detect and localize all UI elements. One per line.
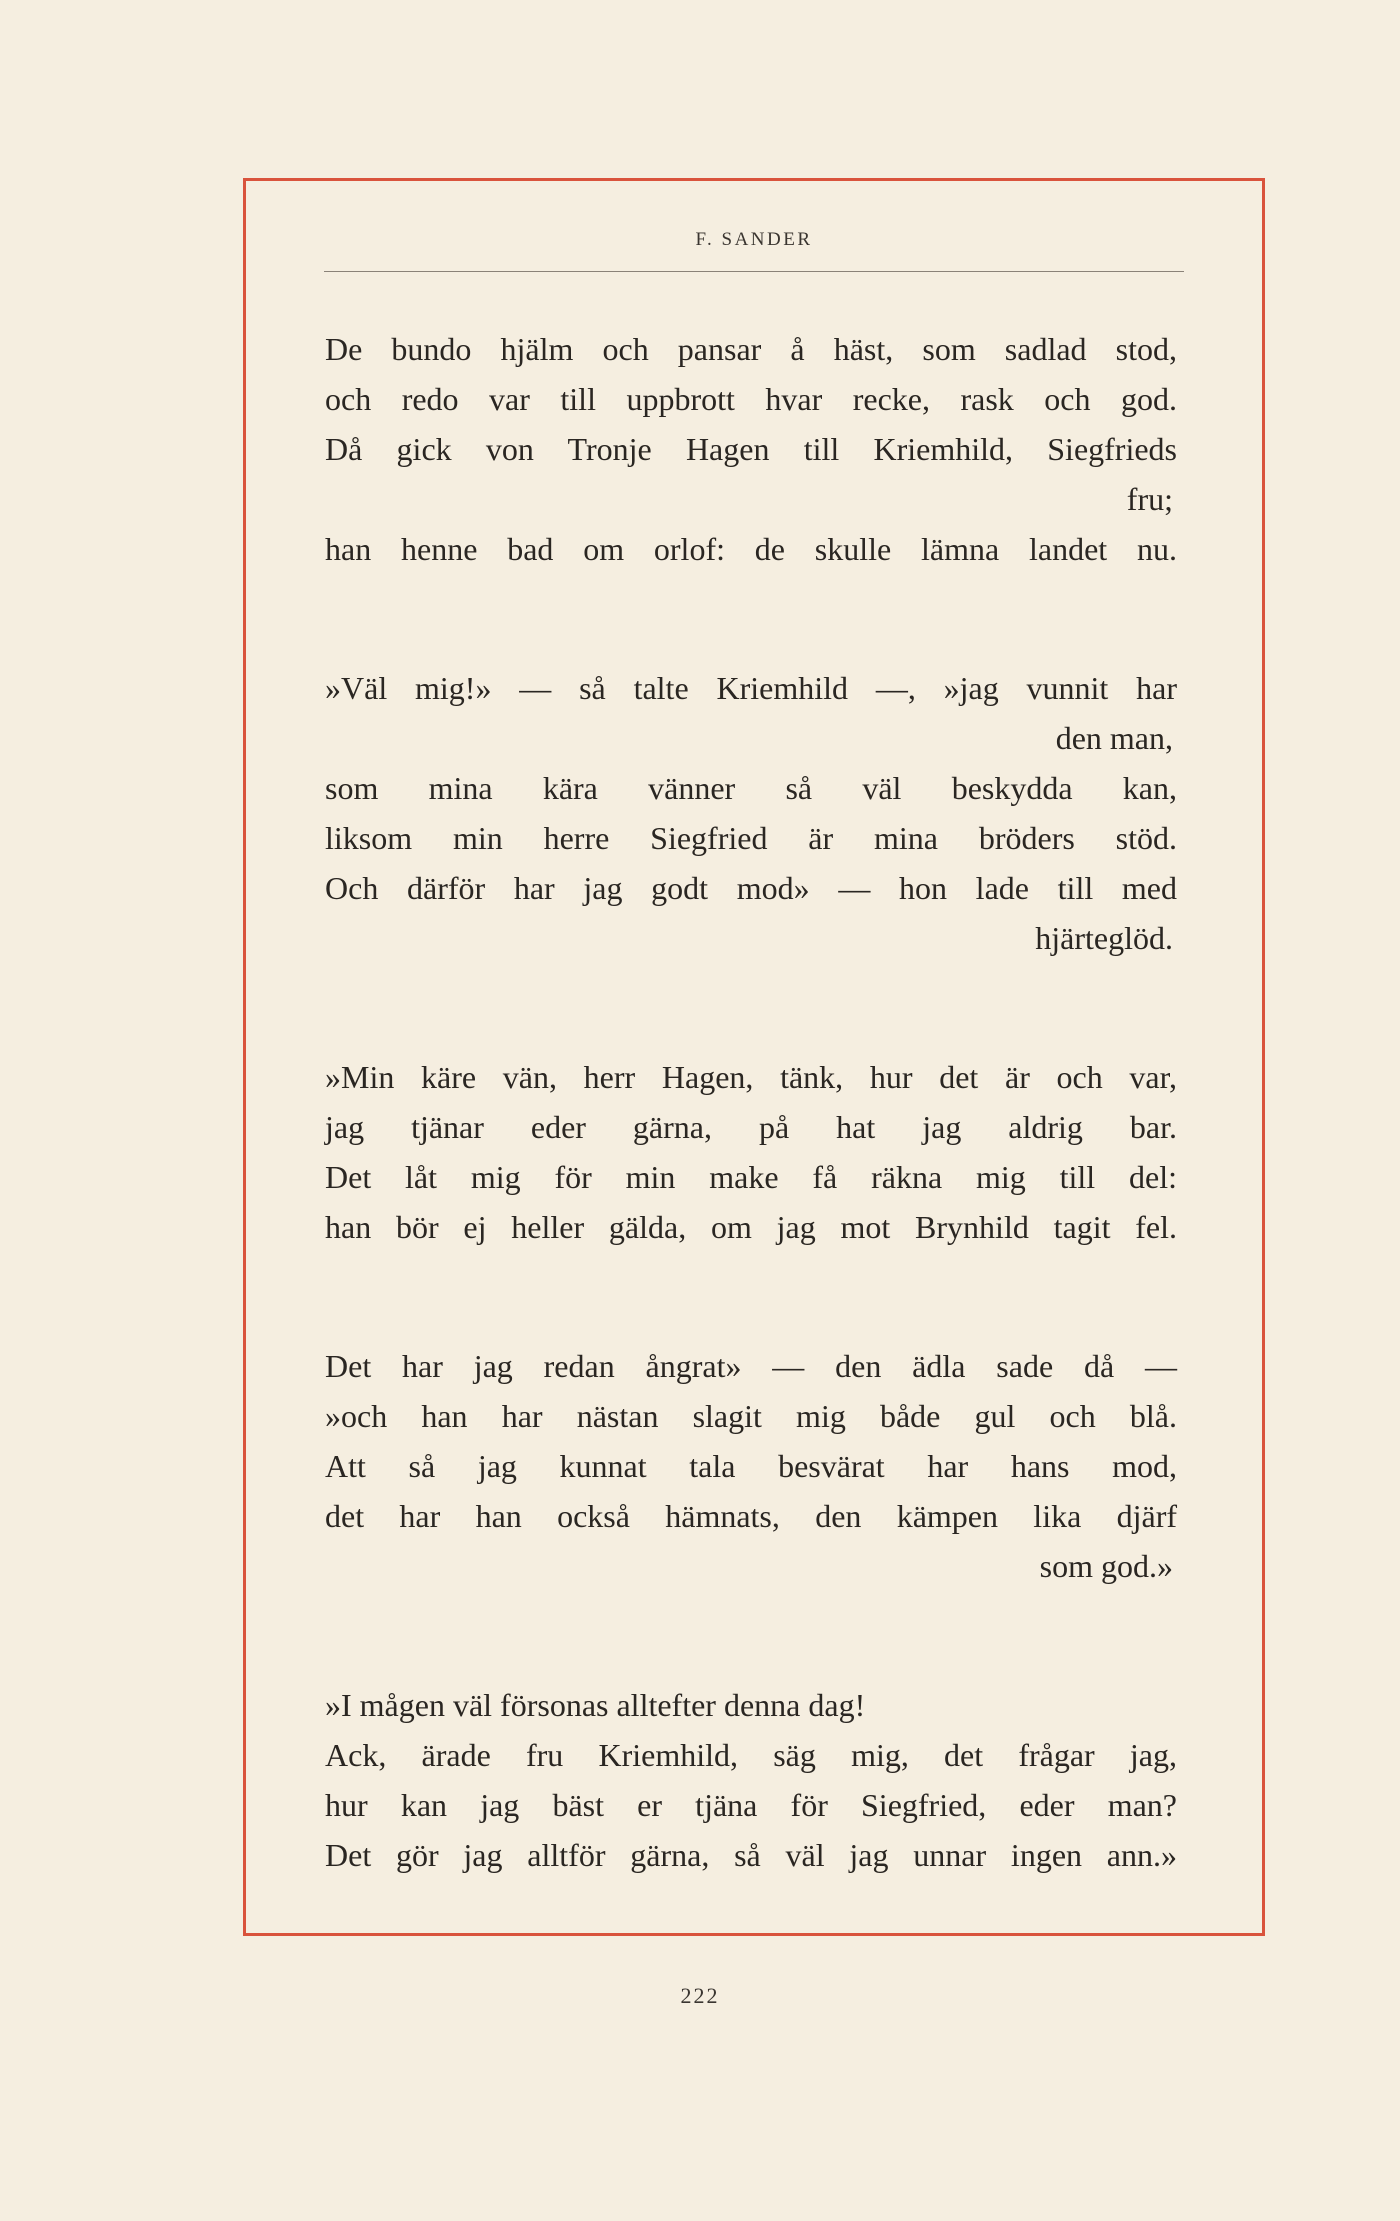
verse-line-continuation: som god.» <box>1039 1548 1173 1584</box>
page-frame <box>243 178 1265 1936</box>
verse-line: och redo var till uppbrott hvar recke, rask och god. <box>325 381 1177 417</box>
verse-line-continuation: den man, <box>1055 720 1173 756</box>
verse-line: »I mågen väl försonas alltefter denna dag! <box>325 1687 866 1723</box>
verse-line: jag tjänar eder gärna, på hat jag aldrig bar. <box>325 1109 1177 1145</box>
verse-line: han henne bad om orlof: de skulle lämna landet nu. <box>325 531 1177 567</box>
verse-line: Och därför har jag godt mod» — hon lade till med <box>325 870 1177 906</box>
verse-line: hur kan jag bäst er tjäna för Siegfried, eder man? <box>325 1787 1177 1823</box>
stanza-1 <box>325 324 1177 574</box>
verse-line: Då gick von Tronje Hagen till Kriemhild, Siegfrieds <box>325 431 1177 467</box>
verse-line-continuation: hjärteglöd. <box>1035 920 1173 956</box>
verse-line: Ack, ärade fru Kriemhild, säg mig, det frågar jag, <box>325 1737 1177 1773</box>
verse-line: det har han också hämnats, den kämpen lika djärf <box>325 1498 1177 1534</box>
verse-line: han bör ej heller gälda, om jag mot Brynhild tagit fel. <box>325 1209 1177 1245</box>
running-head: F. SANDER <box>695 229 813 250</box>
stanza-2 <box>325 663 1177 963</box>
stanza-5 <box>325 1680 1177 1880</box>
verse-line: »och han har nästan slagit mig både gul och blå. <box>325 1398 1177 1434</box>
verse-line: som mina kära vänner så väl beskydda kan, <box>325 770 1177 806</box>
header-rule <box>324 271 1184 272</box>
verse-line: »Min käre vän, herr Hagen, tänk, hur det är och var, <box>325 1059 1177 1095</box>
verse-line: liksom min herre Siegfried är mina bröders stöd. <box>325 820 1177 856</box>
stanza-4 <box>325 1341 1177 1591</box>
verse-line: De bundo hjälm och pansar å häst, som sadlad stod, <box>325 331 1177 367</box>
verse-line: »Väl mig!» — så talte Kriemhild —, »jag vunnit har <box>325 670 1177 706</box>
stanza-3 <box>325 1052 1177 1252</box>
verse-line: Det gör jag alltför gärna, så väl jag unnar ingen ann.» <box>325 1837 1177 1873</box>
verse-line: Det låt mig för min make få räkna mig till del: <box>325 1159 1177 1195</box>
verse-line: Att så jag kunnat tala besvärat har hans mod, <box>325 1448 1177 1484</box>
verse-line-continuation: fru; <box>1126 481 1173 517</box>
page-number: 222 <box>680 1983 720 2008</box>
verse-line: Det har jag redan ångrat» — den ädla sade då — <box>325 1348 1177 1384</box>
